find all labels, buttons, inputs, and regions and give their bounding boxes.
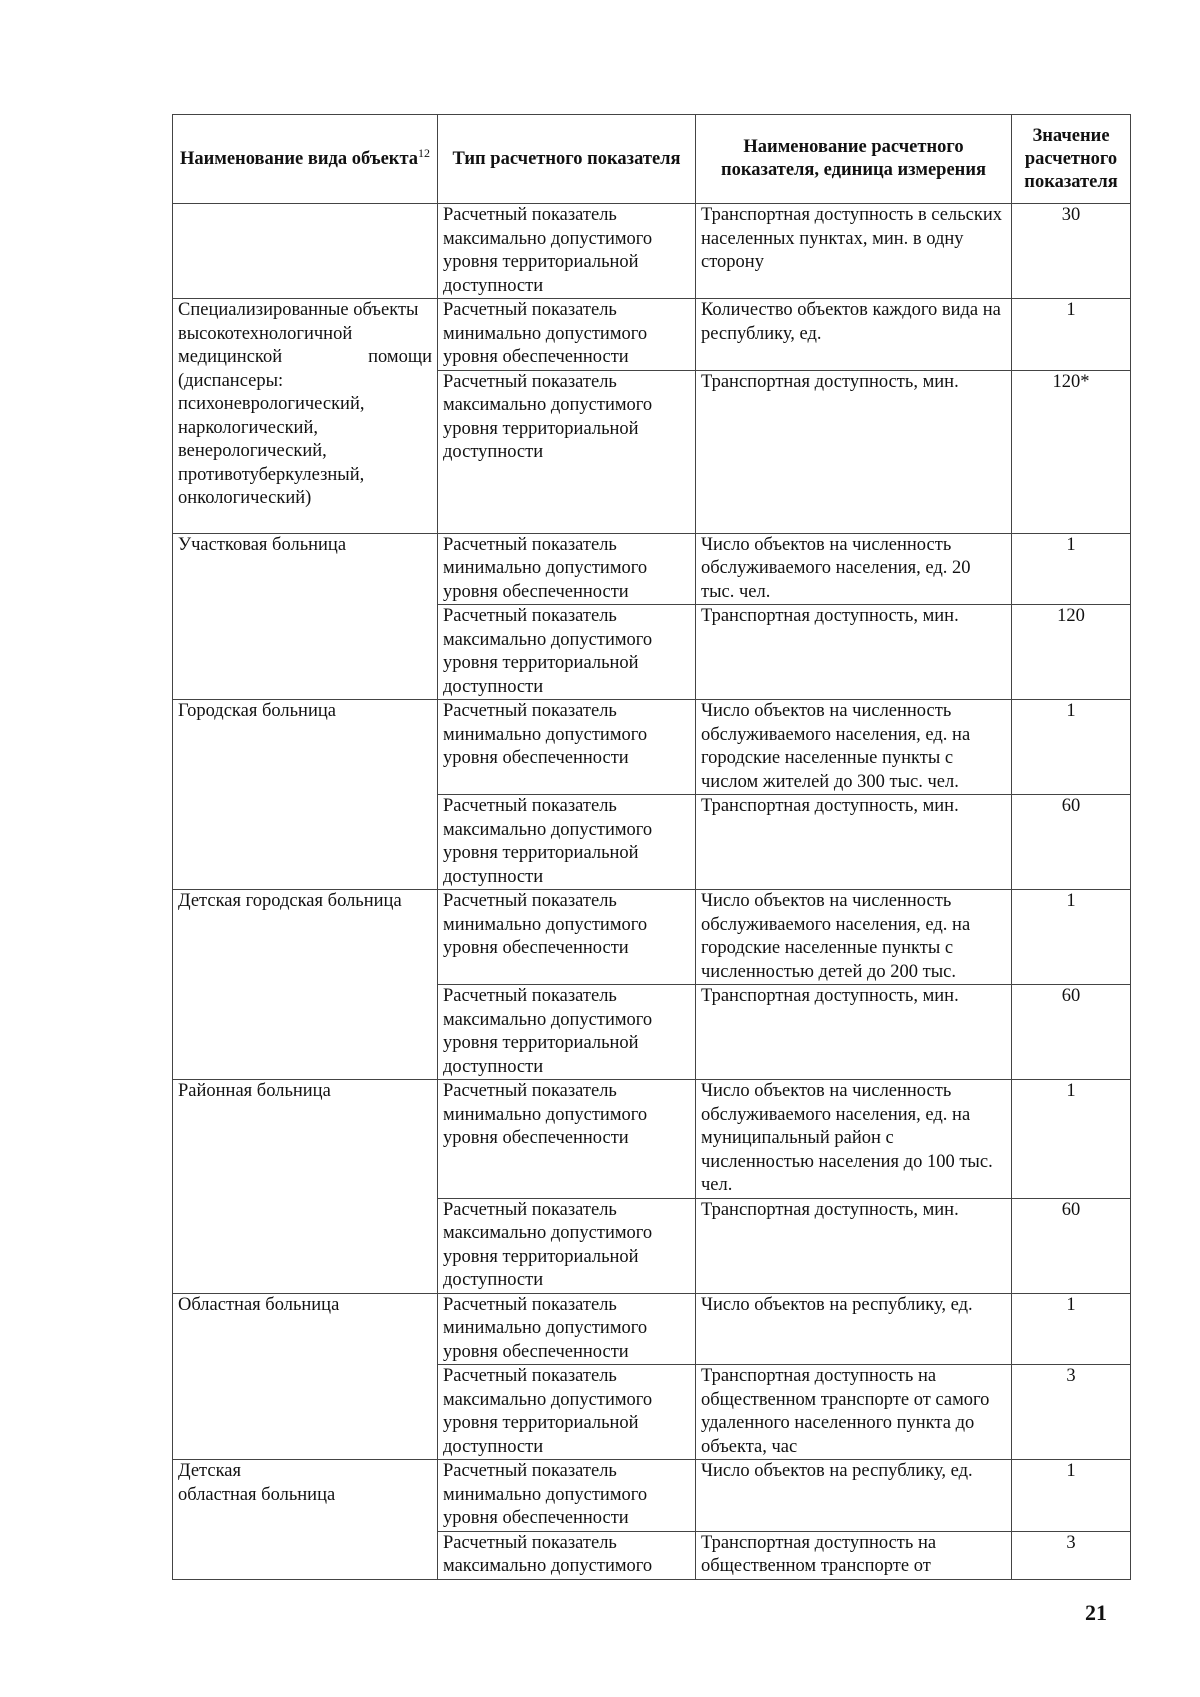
indicator-name-cell: Число объектов на численность обслуживаемого населения, ед. на городские населенные пункты с численностью детей до 200 тыс. [696,890,1012,985]
indicator-value-cell: 1 [1012,299,1131,371]
indicator-name-cell: Транспортная доступность на общественном транспорте от [696,1531,1012,1579]
object-type-cell: Областная больница [173,1293,438,1460]
object-type-cell: Участковая больница [173,533,438,700]
indicator-name-cell: Число объектов на численность обслуживаемого населения, ед. 20 тыс. чел. [696,533,1012,605]
indicators-table [172,114,1131,1580]
table-row [173,1080,1131,1199]
object-type-cell [173,1460,438,1580]
indicator-type-cell: Расчетный показатель максимально допустимого уровня территориальной доступности [438,1365,696,1460]
indicator-value-cell: 1 [1012,1080,1131,1199]
indicator-value-cell: 60 [1012,795,1131,890]
indicator-value-cell: 1 [1012,1460,1131,1532]
indicator-value-cell: 1 [1012,890,1131,985]
indicator-value-cell: 1 [1012,1293,1131,1365]
indicator-type-cell: Расчетный показатель минимально допустимого уровня обеспеченности [438,890,696,985]
indicator-value-cell: 120 [1012,605,1131,700]
page-number: 21 [1085,1600,1107,1625]
indicator-value-cell: 120* [1012,370,1131,533]
object-type-cell: Детская городская больница [173,890,438,1080]
indicator-value-cell: 1 [1012,533,1131,605]
indicator-type-cell: Расчетный показатель максимально допустимого уровня территориальной доступности [438,1198,696,1293]
object-type-cell: Городская больница [173,700,438,890]
indicator-type-cell: Расчетный показатель максимально допустимого уровня территориальной доступности [438,204,696,299]
indicator-name-cell: Число объектов на республику, ед. [696,1293,1012,1365]
indicator-type-cell: Расчетный показатель минимально допустимого уровня обеспеченности [438,700,696,795]
indicator-type-cell: Расчетный показатель максимально допустимого уровня территориальной доступности [438,985,696,1080]
indicator-name-cell: Транспортная доступность, мин. [696,1198,1012,1293]
table-row [173,204,1131,299]
indicator-value-cell: 30 [1012,204,1131,299]
indicator-type-cell: Расчетный показатель минимально допустимого уровня обеспеченности [438,533,696,605]
header-object-type: Наименование вида объекта$^{12}$ [173,115,438,204]
indicator-name-cell: Транспортная доступность на общественном транспорте от самого удаленного населенного пункта до объекта, час [696,1365,1012,1460]
table-row [173,1293,1131,1365]
object-type-text: Детская [178,1461,242,1481]
indicator-type-cell: Расчетный показатель максимально допустимого уровня территориальной доступности [438,605,696,700]
indicator-value-cell: 3 [1012,1365,1131,1460]
table-row [173,890,1131,985]
indicator-type-cell: Расчетный показатель минимально допустимого уровня обеспеченности [438,1460,696,1532]
indicator-name-cell: Транспортная доступность в сельских населенных пунктах, мин. в одну сторону [696,204,1012,299]
indicator-type-cell: Расчетный показатель максимально допустимого уровня территориальной доступности [438,795,696,890]
object-type-text: Специализированные объекты высокотехнологичной [178,300,419,344]
object-type-cell [173,204,438,299]
indicator-value-cell: 60 [1012,1198,1131,1293]
indicator-value-cell: 1 [1012,700,1131,795]
object-type-cell: Районная больница [173,1080,438,1294]
indicator-value-cell: 3 [1012,1531,1131,1579]
indicator-name-cell: Количество объектов каждого вида на республику, ед. [696,299,1012,371]
indicator-name-cell: Число объектов на численность обслуживаемого населения, ед. на городские населенные пункты с числом жителей до 300 тыс. чел. [696,700,1012,795]
object-type-text: областная больница [178,1484,336,1505]
indicator-type-cell: Расчетный показатель максимально допустимого [438,1531,696,1579]
object-type-text: (диспансеры: психоневрологический, наркологический, венерологический, противотуберкулезный, онкологический) [178,370,365,508]
table-row [173,299,1131,371]
indicator-name-cell: Транспортная доступность, мин. [696,370,1012,533]
indicator-name-cell: Транспортная доступность, мин. [696,985,1012,1080]
indicator-type-cell: Расчетный показатель минимально допустимого уровня обеспеченности [438,299,696,371]
header-indicator-name: Наименование расчетного показателя, единица измерения [696,115,1012,204]
indicator-name-cell: Транспортная доступность, мин. [696,795,1012,890]
indicator-type-cell: Расчетный показатель минимально допустимого уровня обеспеченности [438,1293,696,1365]
object-type-cell [173,299,438,534]
indicator-type-cell: Расчетный показатель минимально допустимого уровня обеспеченности [438,1080,696,1199]
table-header-row [173,115,1131,204]
footnote-ref: 12 [418,145,431,160]
indicator-name-cell: Число объектов на численность обслуживаемого населения, ед. на муниципальный район с численностью населения до 100 тыс. чел. [696,1080,1012,1199]
indicator-name-cell: Транспортная доступность, мин. [696,605,1012,700]
table-row [173,533,1131,605]
indicator-name-cell: Число объектов на республику, ед. [696,1460,1012,1532]
header-indicator-type: Тип расчетного показателя [438,115,696,204]
table-row [173,1460,1131,1532]
indicator-value-cell: 60 [1012,985,1131,1080]
indicator-type-cell: Расчетный показатель максимально допустимого уровня территориальной доступности [438,370,696,533]
object-type-text: медицинской помощи [178,347,432,367]
table-row [173,700,1131,795]
header-indicator-value: Значение расчетного показателя [1012,115,1131,204]
